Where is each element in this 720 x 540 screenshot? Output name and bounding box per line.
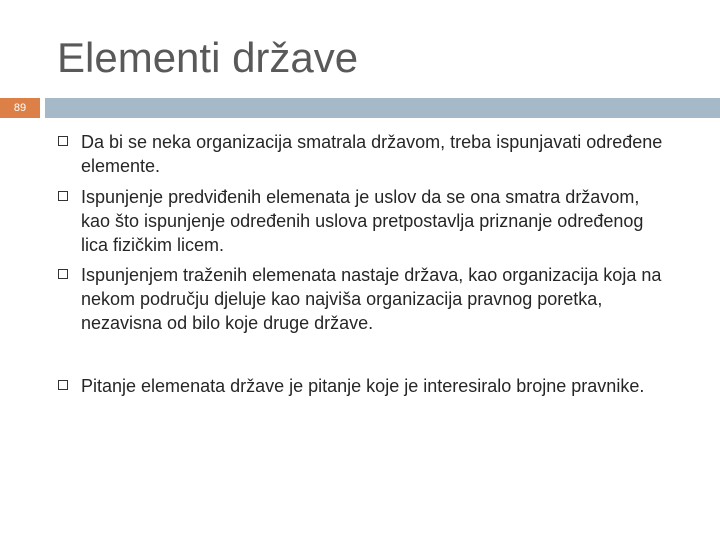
bullet-text: Pitanje elemenata države je pitanje koje je interesiralo brojne pravnike. <box>81 376 645 396</box>
hollow-square-bullet-icon <box>58 191 68 201</box>
header-divider-bar <box>45 98 720 118</box>
slide-title: Elementi države <box>57 34 359 81</box>
page-number-badge: 89 <box>0 98 40 118</box>
hollow-square-bullet-icon <box>58 380 68 390</box>
hollow-square-bullet-icon <box>58 269 68 279</box>
bullet-text: Ispunjenjem traženih elemenata nastaje država, kao organizacija koja na nekom području djeluje kao najviša organizacija pravnog poretka, nezavisna od bilo koje druge države. <box>81 265 662 333</box>
bullet-text: Ispunjenje predviđenih elemenata je uslov da se ona smatra državom, kao što ispunjenje određenih uslova pretpostavlja priznanje određenog lica fizičkim licem. <box>81 187 644 255</box>
bullet-text: Da bi se neka organizacija smatrala državom, treba ispunjavati određene elemente. <box>81 132 663 176</box>
hollow-square-bullet-icon <box>58 136 68 146</box>
